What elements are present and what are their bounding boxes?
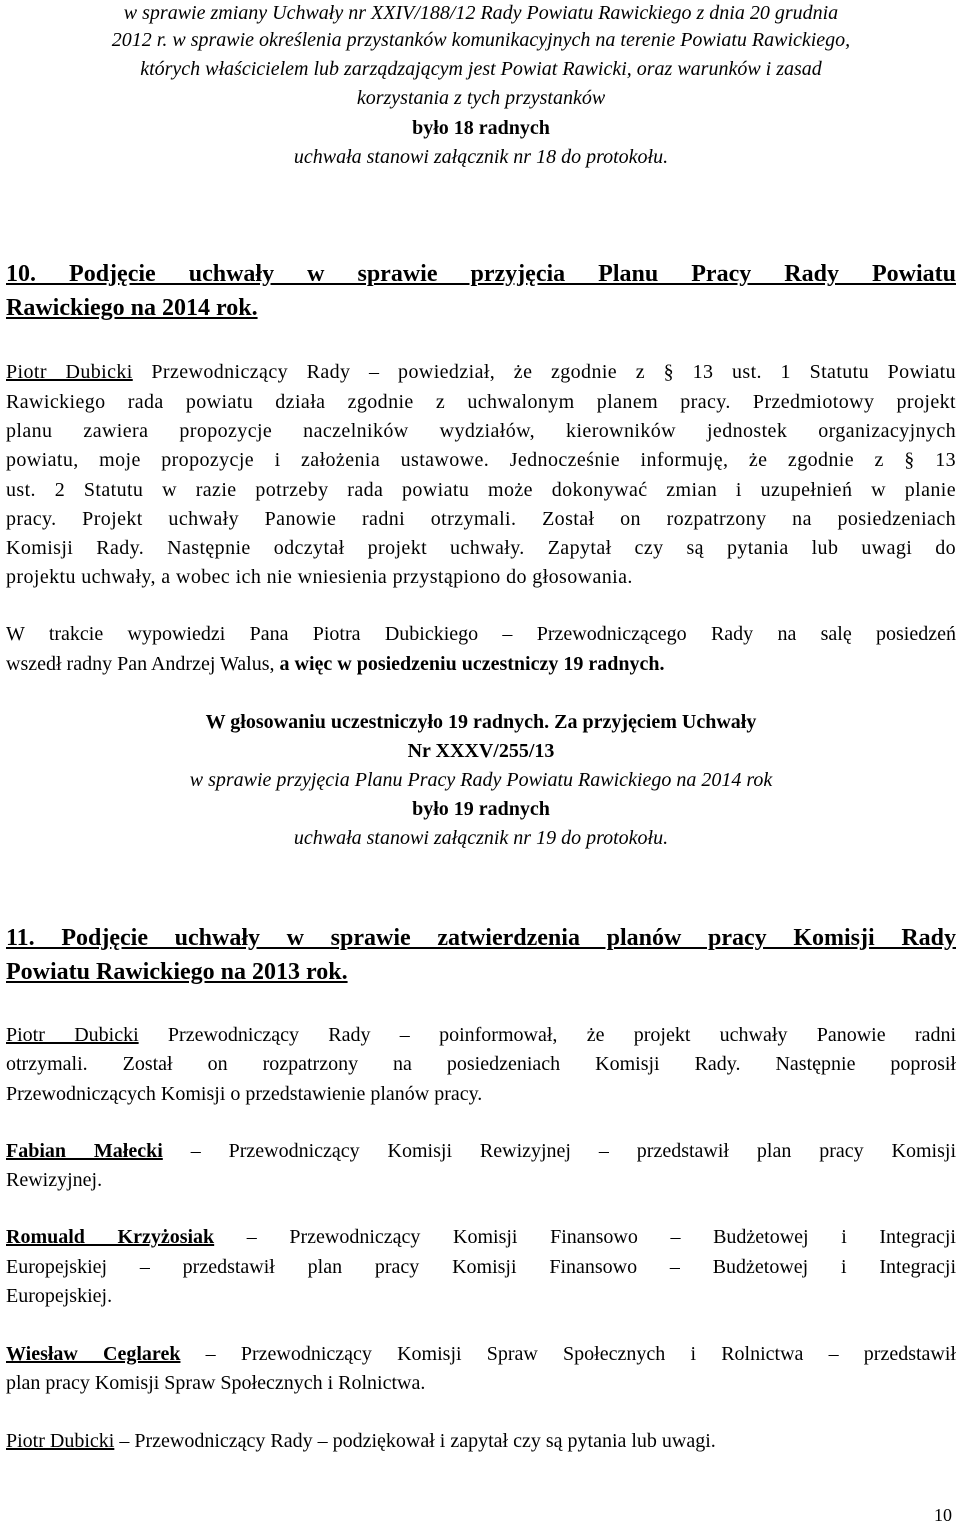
paragraph-line: otrzymali. Został on rozpatrzony na posiedzeniach Komisji Rady. Następnie poprosił [6,1053,956,1075]
vote-count: było 19 radnych [412,798,550,820]
section-11-heading-cont: Powiatu Rawickiego na 2013 rok. [6,959,348,985]
speaker-name: Wiesław Ceglarek [6,1343,181,1365]
paragraph-line: Europejskiej – przedstawił plan pracy Komisji Finansowo – Budżetowej i Integracji [6,1256,956,1278]
speaker-name: Piotr Dubicki [6,1024,139,1046]
vote-count: było 18 radnych [412,117,550,139]
resolution-subject-line: w sprawie zmiany Uchwały nr XXIV/188/12 Rady Powiatu Rawickiego z dnia 20 grudnia [123,2,839,24]
paragraph-line: Piotr Dubicki – Przewodniczący Rady – podziękował i zapytał czy są pytania lub uwagi. [6,1430,716,1452]
paragraph-line: W trakcie wypowiedzi Pana Piotra Dubickiego – Przewodniczącego Rady na salę posiedzeń [6,623,956,645]
paragraph-line: Komisji Rady. Następnie odczytał projekt uchwały. Zapytał czy są pytania lub uwagi do [6,537,956,559]
paragraph-line: Rewizyjnej. [6,1169,103,1191]
paragraph-line: Przewodniczących Komisji o przedstawienie planów pracy. [6,1083,483,1105]
paragraph-line: pracy. Projekt uchwały Panowie radni otrzymali. Został on rozpatrzony na posiedzeniach [6,508,956,530]
section-11-heading: 11. Podjęcie uchwały w sprawie zatwierdzenia planów pracy Komisji Rady [6,925,956,951]
resolution-number: Nr XXXV/255/13 [407,740,555,762]
paragraph-line: Romuald Krzyżosiak – Przewodniczący Komisji Finansowo – Budżetowej i Integracji [6,1226,956,1248]
attendance-note: a więc w posiedzeniu uczestniczy 19 radnych. [279,653,665,675]
paragraph-line: Europejskiej. [6,1285,113,1307]
resolution-subject-line: których właścicielem lub zarządzającym jest Powiat Rawicki, oraz warunków i zasad [140,58,822,80]
speaker-name: Fabian Małecki [6,1140,163,1162]
paragraph-line: Piotr Dubicki Przewodniczący Rady – poinformował, że projekt uchwały Panowie radni [6,1024,956,1046]
attachment-note: uchwała stanowi załącznik nr 18 do protokołu. [293,146,669,168]
resolution-subject-line: w sprawie przyjęcia Planu Pracy Rady Powiatu Rawickiego na 2014 rok [189,769,773,791]
speaker-name: Piotr Dubicki [6,1430,115,1452]
paragraph-line: Fabian Małecki – Przewodniczący Komisji Rewizyjnej – przedstawił plan pracy Komisji [6,1140,956,1162]
attachment-note: uchwała stanowi załącznik nr 19 do protokołu. [293,827,669,849]
resolution-subject-line: 2012 r. w sprawie określenia przystanków komunikacyjnych na terenie Powiatu Rawickiego, [111,29,851,51]
paragraph-line: ust. 2 Statutu w razie potrzeby rada powiatu może dokonywać zmian i uzupełnień w planie [6,479,956,501]
paragraph-line: powiatu, moje propozycje i założenia ustawowe. Jednocześnie informuję, że zgodnie z § 13 [6,449,956,471]
page-number: 10 [934,1505,952,1525]
section-10-heading-cont: Rawickiego na 2014 rok. [6,295,258,321]
speaker-name: Romuald Krzyżosiak [6,1226,215,1248]
resolution-subject-line: korzystania z tych przystanków [356,87,606,109]
paragraph-line: Wiesław Ceglarek – Przewodniczący Komisji Spraw Społecznych i Rolnictwa – przedstawił [6,1343,956,1365]
paragraph-line: plan pracy Komisji Spraw Społecznych i Rolnictwa. [6,1372,426,1394]
speaker-name: Piotr Dubicki [6,361,133,383]
paragraph-line: planu zawiera propozycje naczelników wydziałów, kierowników jednostek organizacyjnych [6,420,956,442]
section-10-heading: 10. Podjęcie uchwały w sprawie przyjęcia Planu Pracy Rady Powiatu [6,261,956,287]
paragraph-line: Rawickiego rada powiatu działa zgodnie z uchwalonym planem pracy. Przedmiotowy projekt [6,391,956,413]
paragraph-line: wszedł radny Pan Andrzej Walus, a więc w posiedzeniu uczestniczy 19 radnych. [6,653,665,675]
vote-summary: W głosowaniu uczestniczyło 19 radnych. Za przyjęciem Uchwały [205,711,757,733]
paragraph-line: Piotr Dubicki Przewodniczący Rady – powiedział, że zgodnie z § 13 ust. 1 Statutu Powiatu [6,361,957,383]
paragraph-line: projektu uchwały, a wobec ich nie wniesienia przystąpiono do głosowania. [6,566,633,588]
